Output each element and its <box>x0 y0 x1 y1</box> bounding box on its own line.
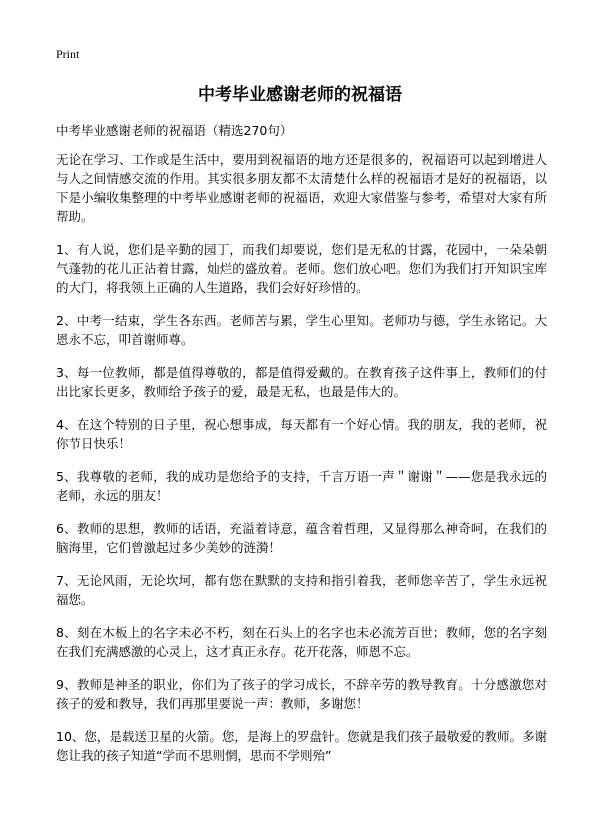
blessing-item-5: 5、我尊敬的老师，我的成功是您给予的支持，千言万语一声＂谢谢＂——您是我永远的老师，永远的朋友！ <box>56 469 547 503</box>
document-title: 中考毕业感谢老师的祝福语 <box>198 85 402 105</box>
blessing-item-2: 2、中考一结束，学生各东西。老师苦与累，学生心里知。老师功与德，学生永铭记。大恩永不忘，叩首谢师尊。 <box>56 313 547 347</box>
blessing-item-4: 4、在这个特别的日子里，祝心想事成，每天都有一个好心情。我的朋友，我的老师，祝你节日快乐！ <box>56 417 547 451</box>
blessing-item-6: 6、教师的思想，教师的话语，充溢着诗意，蕴含着哲理，又显得那么神奇呵，在我们的脑海里，它们曾激起过多少美妙的涟漪！ <box>56 521 547 555</box>
intro-paragraph: 无论在学习、工作或是生活中，要用到祝福语的地方还是很多的，祝福语可以起到增进人与人之间情感交流的作用。其实很多朋友都不太清楚什么样的祝福语才是好的祝福语，以下是小编收集整理的中考毕业感谢老师的祝福语，欢迎大家借鉴与参考，希望对大家有所帮助。 <box>56 152 547 224</box>
blessing-item-7: 7、无论风雨，无论坎坷，都有您在默默的支持和指引着我，老师您辛苦了，学生永远祝福您。 <box>56 573 547 607</box>
blessing-item-1: 1、有人说，您们是辛勤的园丁，而我们却要说，您们是无私的甘露，花园中，一朵朵朝气蓬勃的花儿正沾着甘露，灿烂的盛放着。老师。您们放心吧。您们为我们打开知识宝库的大门，将我领上正确的人生道路，我们会好好珍惜的。 <box>56 242 547 295</box>
blessing-item-8: 8、刻在木板上的名字未必不朽，刻在石头上的名字也未必流芳百世；教师，您的名字刻在我们充满感激的心灵上，这才真正永存。花开花落，师恩不忘。 <box>56 625 547 659</box>
print-link[interactable]: Print <box>56 47 80 61</box>
document-body <box>56 150 547 779</box>
blessing-item-9: 9、教师是神圣的职业，你们为了孩子的学习成长，不辞辛劳的教导教育。十分感激您对孩子的爱和教导，我们再那里要说一声：教师，多谢您！ <box>56 677 547 711</box>
document-subtitle: 中考毕业感谢老师的祝福语（精选270句） <box>56 123 293 138</box>
blessing-item-3: 3、每一位教师，都是值得尊敬的，都是值得爱戴的。在教育孩子这件事上，教师们的付出比家长更多，教师给予孩子的爱，最是无私，也最是伟大的。 <box>56 365 547 399</box>
blessing-item-10: 10、您，是载送卫星的火箭。您，是海上的罗盘针。您就是我们孩子最敬爱的教师。多谢您让我的孩子知道“学而不思则惘，思而不学则殆” <box>56 729 547 763</box>
